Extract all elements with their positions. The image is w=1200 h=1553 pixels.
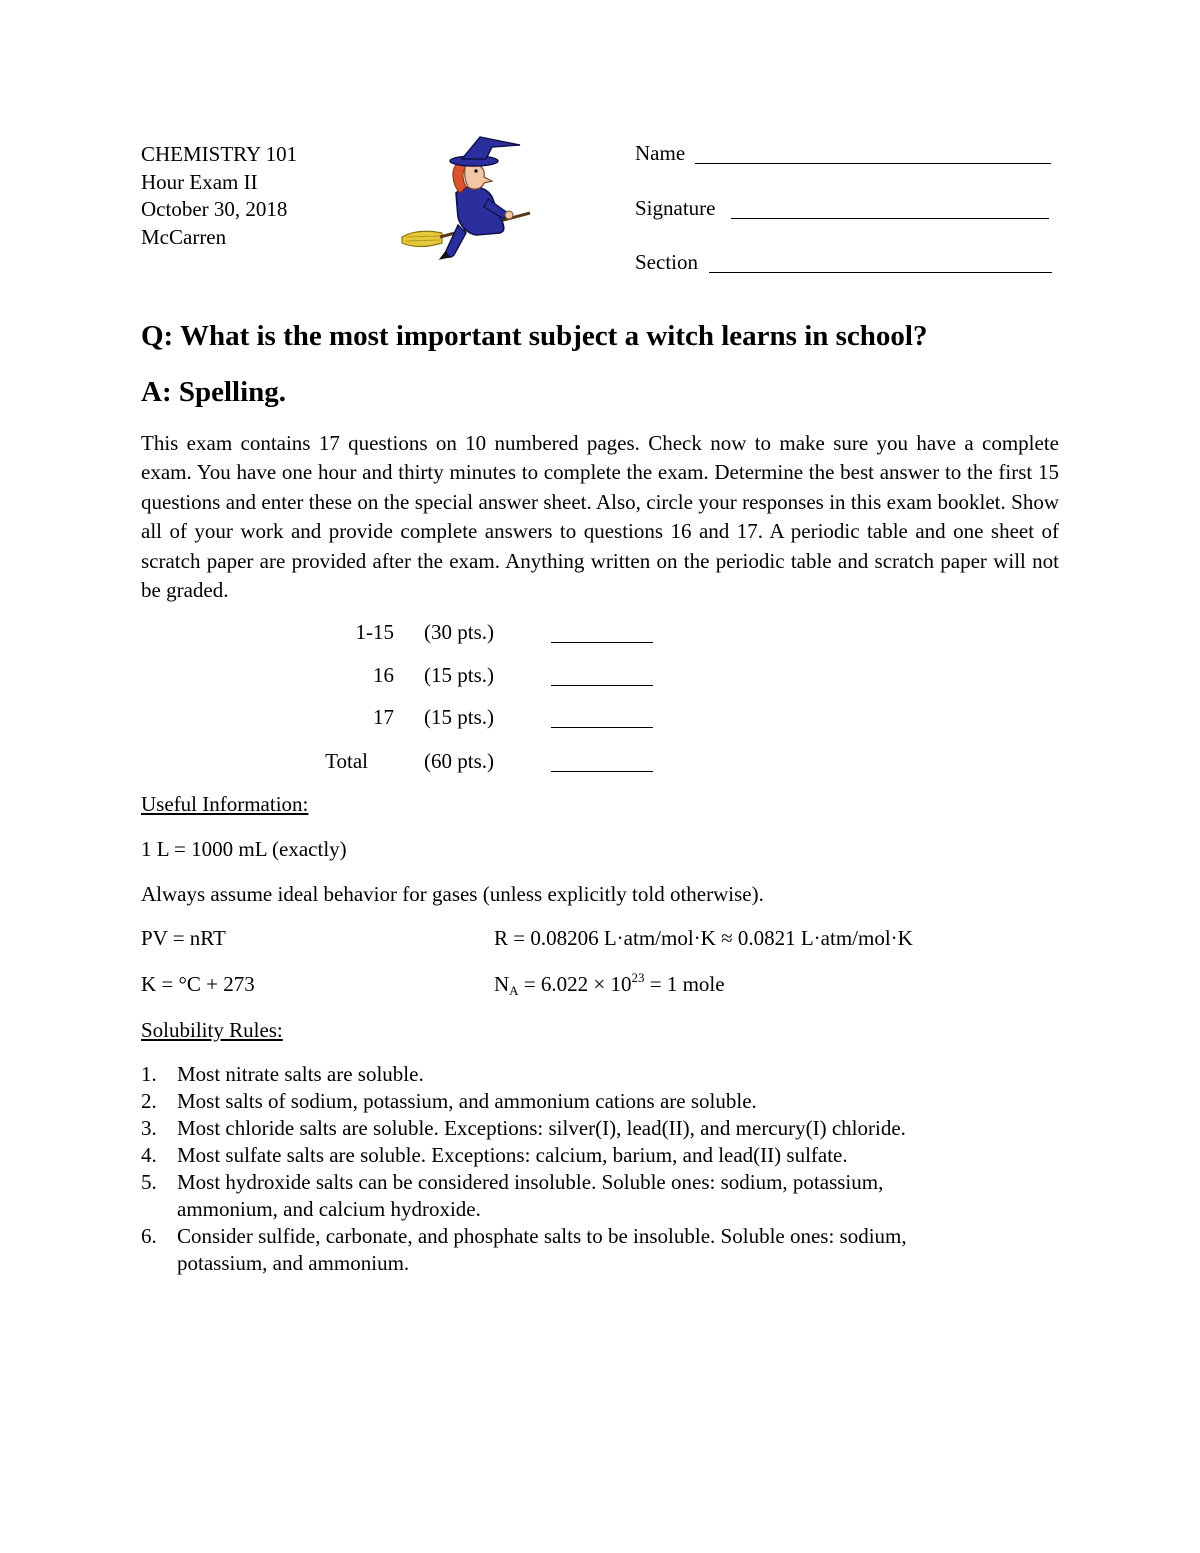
score-points: (15 pts.) (424, 663, 494, 687)
avogadro-exponent: 23 (631, 970, 645, 985)
rule-text: Most salts of sodium, potassium, and ammonium cations are soluble. (177, 1089, 757, 1113)
joke-answer: A: Spelling. (141, 376, 287, 408)
kelvin-conversion: K = °C + 273 (141, 972, 255, 996)
solubility-rules-list (141, 1061, 1041, 1277)
gas-constant: R = 0.08206 L·atm/mol·K ≈ 0.0821 L·atm/mol·K (494, 926, 913, 950)
list-item (141, 1061, 1041, 1088)
solubility-heading: Solubility Rules: (141, 1018, 283, 1042)
score-label: 17 (373, 705, 394, 729)
course-title: CHEMISTRY 101 (141, 142, 298, 166)
course-info (141, 141, 297, 251)
rule-text: Most nitrate salts are soluble. (177, 1062, 424, 1086)
avogadro-subscript: A (509, 983, 519, 998)
rule-text: Most sulfate salts are soluble. Exceptions: calcium, barium, and lead(II) sulfate. (177, 1143, 848, 1167)
name-label: Name (635, 141, 686, 165)
avogadro-number (494, 971, 725, 998)
avogadro-unit: = 1 mole (644, 972, 725, 996)
ideal-gas-note: Always assume ideal behavior for gases (unless explicitly told otherwise). (141, 882, 764, 906)
score-points: (15 pts.) (424, 705, 494, 729)
rule-number: 6. (141, 1224, 157, 1248)
name-blank[interactable] (695, 163, 1051, 164)
section-blank[interactable] (709, 272, 1052, 273)
signature-field[interactable] (635, 196, 715, 221)
score-blank[interactable] (551, 685, 653, 686)
rule-number: 2. (141, 1089, 157, 1113)
score-blank[interactable] (551, 771, 653, 772)
useful-info-heading: Useful Information: (141, 792, 309, 816)
score-blank[interactable] (551, 727, 653, 728)
list-item (141, 1142, 1041, 1169)
joke-question: Q: What is the most important subject a witch learns in school? (141, 320, 928, 352)
exam-title: Hour Exam II (141, 169, 258, 194)
avogadro-value: = 6.022 × 10 (518, 972, 632, 996)
witch-icon (396, 133, 536, 271)
exam-date: October 30, 2018 (141, 197, 288, 221)
score-label: 16 (373, 663, 394, 687)
score-label: 1-15 (355, 620, 394, 644)
rule-number: 5. (141, 1170, 157, 1194)
section-field[interactable] (635, 250, 698, 275)
signature-blank[interactable] (731, 218, 1049, 219)
signature-label: Signature (635, 196, 716, 220)
list-item (141, 1115, 1041, 1142)
rule-text-continued: ammonium, and calcium hydroxide. (177, 1197, 481, 1221)
score-blank[interactable] (551, 642, 653, 643)
rule-text-continued: potassium, and ammonium. (177, 1251, 410, 1275)
list-item (141, 1088, 1041, 1115)
exam-instructions: This exam contains 17 questions on 10 numbered pages. Check now to make sure you have a complete exam. You have one hour and thirty minutes to complete the exam. Determine the best answer to the first 15 questions and enter these on the special answer sheet. Also, circle your responses in this exam booklet. Show all of your work and provide complete answers to questions 16 and 17. A periodic table and one sheet of scratch paper are provided after the exam. Anything written on the periodic table and scratch paper will not be graded. (141, 431, 1059, 603)
rule-number: 1. (141, 1062, 157, 1086)
volume-conversion: 1 L = 1000 mL (exactly) (141, 837, 347, 861)
rule-number: 4. (141, 1143, 157, 1167)
rule-text: Consider sulfide, carbonate, and phosphate salts to be insoluble. Soluble ones: sodium, (177, 1224, 907, 1248)
rule-text: Most hydroxide salts can be considered insoluble. Soluble ones: sodium, potassium, (177, 1170, 884, 1194)
rule-text: Most chloride salts are soluble. Exceptions: silver(I), lead(II), and mercury(I) chloride. (177, 1116, 906, 1140)
score-points: (30 pts.) (424, 620, 494, 644)
rule-number: 3. (141, 1116, 157, 1140)
ideal-gas-law: PV = nRT (141, 926, 226, 950)
section-label: Section (635, 250, 698, 274)
instructor-name: McCarren (141, 224, 227, 249)
avogadro-symbol: N (494, 972, 510, 996)
name-field[interactable] (635, 141, 685, 166)
score-label-total: Total (325, 749, 368, 773)
score-points: (60 pts.) (424, 749, 494, 773)
list-item (141, 1223, 1041, 1277)
list-item (141, 1169, 1041, 1223)
